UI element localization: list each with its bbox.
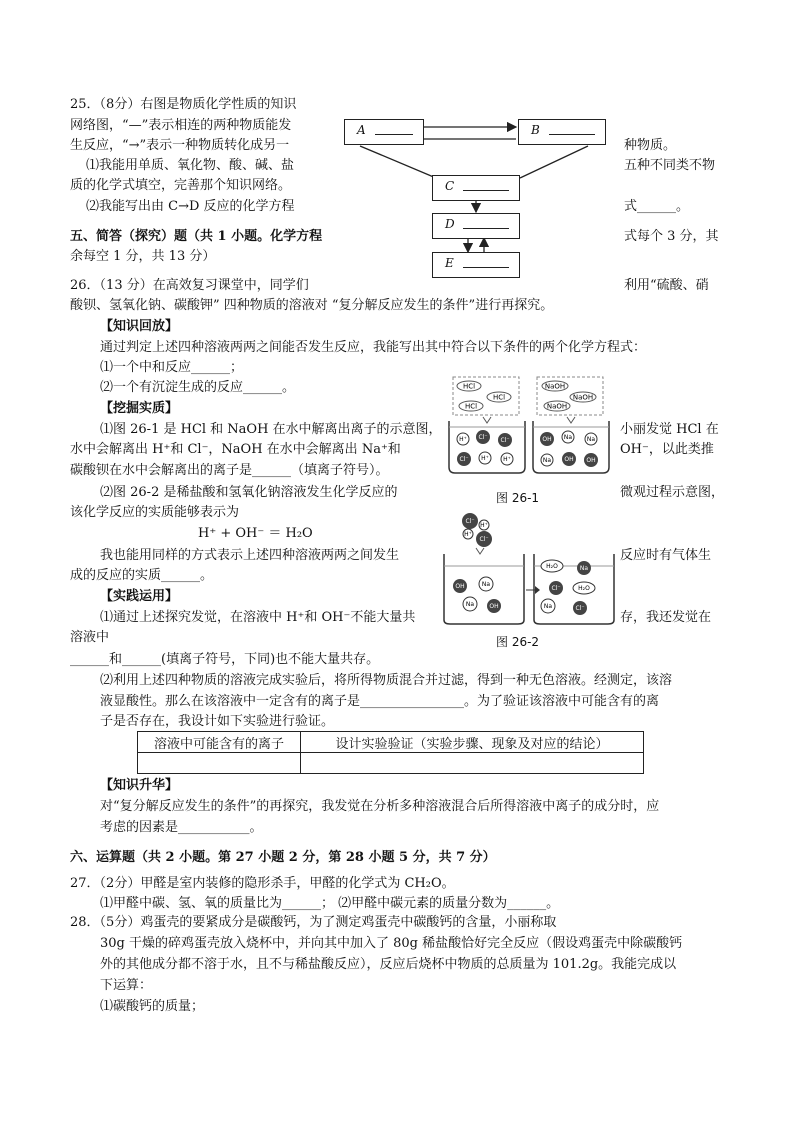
q26-line1: 26．（13 分）在高效复习课堂中，同学们 <box>70 278 309 293</box>
heading-dig-essence: 【挖掘实质】 <box>100 401 179 416</box>
q25-line3: 生反应，“→”表示一种物质转化成另一 <box>70 138 290 153</box>
q26-p12: 溶液中 <box>70 630 110 645</box>
fig2-ion-oh: OH <box>489 603 499 610</box>
verification-table <box>137 731 644 774</box>
fig1-ion-left: Cl⁻ <box>478 434 488 441</box>
heading-knowledge-review: 【知识回放】 <box>100 319 179 334</box>
table-header-ions: 溶液中可能含有的离子 <box>138 732 301 753</box>
q26-p4: ⑴图 26-1 是 HCl 和 NaOH 在水中解离出离子的示意图， <box>100 422 442 437</box>
fig1-ion-right: Na <box>563 434 573 441</box>
q26-p18: 考虑的因素是___________。 <box>100 820 263 835</box>
fig2-ion-cl: Cl⁻ <box>551 585 561 592</box>
q27-line1: 27．（2分）甲醛是室内装修的隐形杀手，甲醛的化学式为 CH₂O。 <box>70 876 455 891</box>
q26-p14: ⑵利用上述四种物质的溶液完成实验后，将所得物质混合并过滤，得到一种无色溶液。经测定，该溶 <box>100 673 673 688</box>
q28-line4: 下运算： <box>100 978 153 993</box>
fig1-hcl-molecule: HCl <box>462 382 476 391</box>
fig2-water: H₂O <box>578 585 590 592</box>
fig1-ion-left: H⁺ <box>503 456 511 463</box>
q27-line2: ⑴甲醛中碳、氢、氧的质量比为______； ⑵甲醛中碳元素的质量分数为______。 <box>100 896 560 911</box>
table-cell-ions-answer[interactable] <box>138 753 301 774</box>
q26-p3: ⑵一个有沉淀生成的反应______。 <box>100 380 296 395</box>
fig1-beaker-left <box>449 421 525 473</box>
q26-p4-right: 小丽发觉 HCl 在 <box>620 422 719 437</box>
figure-26-1 <box>445 375 615 485</box>
fig1-ion-left: H⁺ <box>481 455 489 462</box>
fig2-ion-na: Na <box>579 565 589 572</box>
q26-p7-right: 微观过程示意图， <box>620 485 725 500</box>
section5-title: 五、简答（探究）题（共 1 小题。化学方程 <box>70 229 323 244</box>
figure-26-1-caption: 图 26-1 <box>496 491 540 505</box>
diagram-box-e <box>432 252 520 278</box>
diagram-label-c: C <box>445 179 455 193</box>
q28-line3: 外的其他成分都不溶于水，且不与稀盐酸反应），反应后烧杯中物质的总质量为 101.2g。我能完成以 <box>100 957 677 972</box>
diagram-box-b <box>518 119 606 145</box>
diagram-box-c <box>432 175 520 201</box>
q26-p8: 该化学反应的实质能够表示为 <box>70 505 240 520</box>
q26-p5-right: OH⁻，以此类推 <box>620 442 714 457</box>
fig1-naoh-molecule: NaOH <box>544 382 566 391</box>
diagram-box-a <box>344 119 424 145</box>
q26-p1: 通过判定上述四种溶液两两之间能否发生反应，我能写出其中符合以下条件的两个化学方程式： <box>100 340 647 355</box>
q26-p9: 我也能用同样的方式表示上述四种溶液两两之间发生 <box>100 548 400 563</box>
q25-line4: ⑴我能用单质、氧化物、酸、碱、盐 <box>86 158 295 173</box>
fig2-ion-oh: OH <box>455 583 465 590</box>
fig2-ion-cl: Cl⁻ <box>575 605 585 612</box>
fig1-ion-right: Na <box>542 457 552 464</box>
fig1-naoh-molecule: NaOH <box>546 402 568 411</box>
fig2-ion-cl: Cl⁻ <box>465 518 475 525</box>
q25-line1: 25．（8分）右图是物质化学性质的知识 <box>70 97 297 112</box>
heading-practice: 【实践运用】 <box>100 589 179 604</box>
table-cell-experiment-answer[interactable] <box>301 753 644 774</box>
q25-line5: 质的化学式填空，完善那个知识网络。 <box>70 178 292 193</box>
fig2-ion-na: Na <box>465 601 475 608</box>
q25-line2: 网络图，“—”表示相连的两种物质能发 <box>70 118 292 133</box>
section6-title: 六、运算题（共 2 小题。第 27 小题 2 分，第 28 小题 5 分，共 7 分） <box>70 850 496 865</box>
q26-p6: 碳酸钡在水中会解离出的离子是______（填离子符号）。 <box>70 463 389 478</box>
heading-knowledge-sublimation: 【知识升华】 <box>100 778 179 793</box>
figure-26-2 <box>440 510 620 630</box>
fig1-ion-right: OH <box>542 436 552 443</box>
fig1-ion-right: OH <box>586 457 596 464</box>
section5-title-line2: 余每空 1 分，共 13 分） <box>70 249 216 264</box>
diagram-label-b: B <box>531 123 540 137</box>
q26-line2: 酸钡、氢氧化钠、碳酸钾” 四种物质的溶液对 “复分解反应发生的条件”进行再探究。 <box>70 298 554 313</box>
table-header-experiment: 设计实验验证（实验步骤、现象及对应的结论） <box>301 732 644 753</box>
figure-26-2-caption: 图 26-2 <box>496 635 540 649</box>
q25-line3-right: 种物质。 <box>624 138 677 153</box>
fig2-ion-na: Na <box>481 581 491 588</box>
q26-p5: 水中会解离出 H⁺和 Cl⁻，NaOH 在水中会解离出 Na⁺和 <box>70 442 401 457</box>
q26-p13: ______和______(填离子符号，下同)也不能大量共存。 <box>70 652 380 667</box>
q26-line1-right: 利用“硫酸、硝 <box>624 278 709 293</box>
q26-p17: 对“复分解反应发生的条件”的再探究，我发觉在分析多种溶液混合后所得溶液中离子的成分时，应 <box>100 799 660 814</box>
fig2-ion-na: Na <box>543 603 553 610</box>
q26-equation: H⁺ + OH⁻ ＝ H₂O <box>198 526 313 541</box>
fig2-ion-h: H⁺ <box>464 531 472 538</box>
fig1-ion-left: Cl⁻ <box>459 456 469 463</box>
fig2-water: H₂O <box>546 563 558 570</box>
fig1-ion-left: Cl⁻ <box>500 437 510 444</box>
q26-p11: ⑴通过上述探究发觉，在溶液中 H⁺和 OH⁻不能大量共 <box>100 610 416 625</box>
q26-p7: ⑵图 26-2 是稀盐酸和氢氧化钠溶液发生化学反应的 <box>100 485 398 500</box>
q26-p2: ⑴一个中和反应______； <box>100 360 244 375</box>
diagram-box-d <box>432 213 520 239</box>
fig1-hcl-molecule: HCl <box>464 402 478 411</box>
q25-line4-right: 五种不同类不物 <box>624 158 716 173</box>
q26-p10: 成的反应的实质______。 <box>70 568 214 583</box>
fig2-ion-h: H⁺ <box>480 522 488 529</box>
q25-line6-right: 式______。 <box>624 199 690 214</box>
fig1-ion-left: H⁺ <box>459 436 467 443</box>
fig1-naoh-molecule: NaOH <box>572 393 594 402</box>
q28-line2: 30g 干燥的碎鸡蛋壳放入烧杯中，并向其中加入了 80g 稀盐酸恰好完全反应（假设鸡蛋壳中除碳酸钙 <box>100 936 683 951</box>
fig2-ion-cl: Cl⁻ <box>479 536 489 543</box>
diagram-label-d: D <box>445 217 455 231</box>
q26-p15: 液显酸性。那么在该溶液中一定含有的离子是________________。为了验证该溶液中可能含有的离 <box>100 694 660 709</box>
fig1-hcl-molecule: HCl <box>492 393 506 402</box>
fig1-ion-right: OH <box>564 456 574 463</box>
diagram-label-e: E <box>445 256 454 270</box>
q28-line5: ⑴碳酸钙的质量； <box>100 999 205 1014</box>
q26-p11-right: 存，我还发觉在 <box>620 610 712 625</box>
fig1-ion-right: Na <box>586 436 596 443</box>
q28-line1: 28．（5分）鸡蛋壳的要紧成分是碳酸钙，为了测定鸡蛋壳中碳酸钙的含量，小丽称取 <box>70 915 557 930</box>
q26-p16: 子是否存在，我设计如下实验进行验证。 <box>100 714 335 729</box>
section5-title-right: 式每个 3 分，其 <box>624 229 719 244</box>
q26-p9-right: 反应时有气体生 <box>620 548 712 563</box>
diagram-label-a: A <box>357 123 366 137</box>
q25-line6: ⑵我能写出由 C→D 反应的化学方程 <box>86 199 295 214</box>
